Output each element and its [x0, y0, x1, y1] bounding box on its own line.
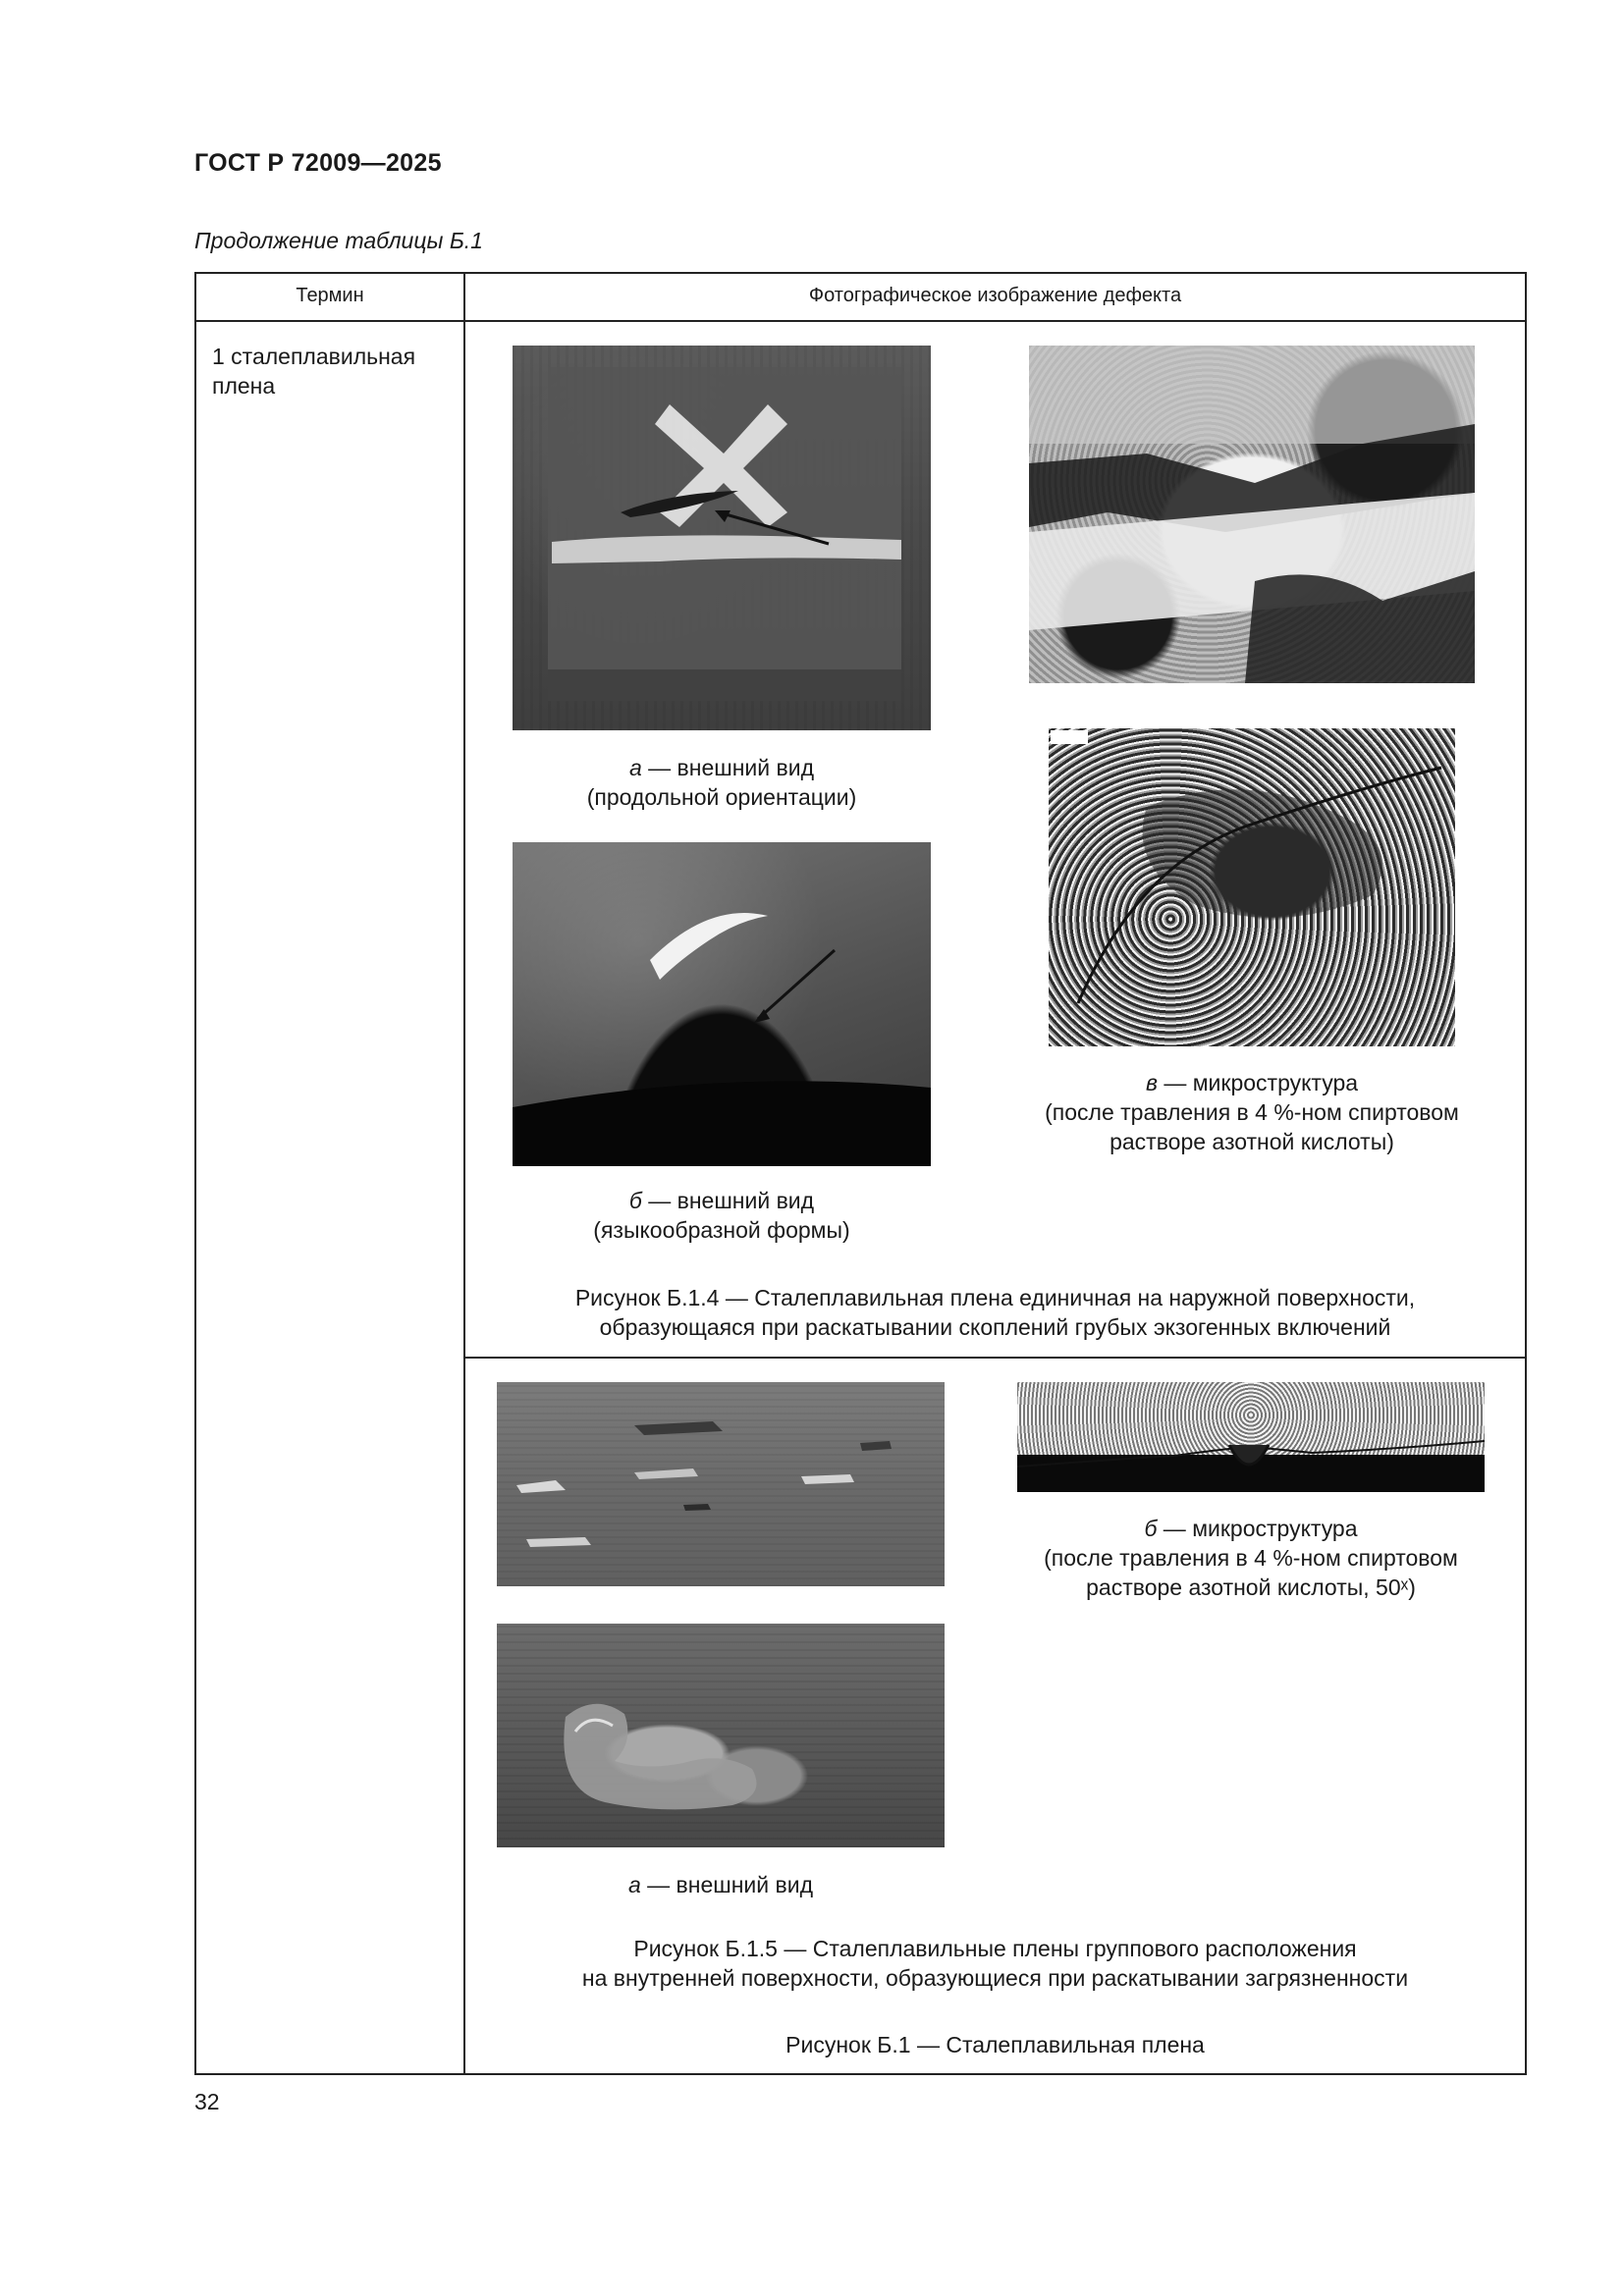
caption-b15-panel-b-microstructure — [998, 1514, 1504, 1602]
caption-panel-b-letter: б — [628, 1188, 642, 1213]
figure-b14-caption-line2: образующаяся при раскатывании скоплений грубых экзогенных включений — [599, 1314, 1391, 1340]
photo-internal-surface-closeup — [497, 1624, 945, 1847]
table-border-top — [194, 272, 1527, 274]
figure-b14-caption — [465, 1283, 1525, 1342]
term-line-1: 1 сталеплавильная — [212, 344, 416, 369]
caption-panel-a-line2: (продольной ориентации) — [586, 784, 857, 810]
photo-microstructure-etched-drawing — [1049, 728, 1455, 1046]
photo-microstructure-section — [1017, 1382, 1485, 1492]
figure-b15-caption — [465, 1934, 1525, 1993]
photo-microstructure-top — [1029, 346, 1475, 683]
figure-b14-caption-line1: Рисунок Б.1.4 — Сталеплавильная плена единичная на наружной поверхности, — [574, 1285, 1416, 1310]
table-border-bottom — [194, 2073, 1527, 2075]
figure-b1-caption: Рисунок Б.1 — Сталеплавильная плена — [785, 2032, 1205, 2057]
caption-b15-panel-b-line1: — микроструктура — [1157, 1516, 1358, 1541]
photo-microstructure-top-drawing — [1029, 346, 1475, 683]
caption-panel-b-line2: (языкообразной формы) — [593, 1217, 850, 1243]
table-border-left — [194, 272, 196, 2075]
table-continuation-caption: Продолжение таблицы Б.1 — [194, 228, 483, 253]
caption-panel-a-letter: а — [628, 755, 642, 780]
page-number: 32 — [194, 2089, 220, 2114]
document-title: ГОСТ Р 72009—2025 — [194, 149, 442, 177]
caption-panel-v-line3: растворе азотной кислоты) — [1110, 1129, 1394, 1154]
figure-b15-caption-line1: Рисунок Б.1.5 — Сталеплавильные плены группового расположения — [633, 1936, 1357, 1961]
photo-microstructure-etched — [1049, 728, 1455, 1046]
caption-panel-a-external-longitudinal — [513, 753, 931, 812]
photo-external-tongue — [513, 842, 931, 1166]
caption-b15-panel-a-external — [497, 1870, 945, 1899]
caption-panel-a-line1: — внешний вид — [641, 755, 814, 780]
figure-b15-caption-line2: на внутренней поверхности, образующиеся при раскатывании загрязненности — [581, 1965, 1409, 1991]
term-cell — [212, 342, 415, 400]
caption-b15-panel-b-letter: б — [1144, 1516, 1158, 1541]
photo-external-longitudinal — [513, 346, 931, 730]
caption-panel-b-external-tongue — [513, 1186, 931, 1245]
table-column-divider — [463, 272, 465, 2075]
photo-external-longitudinal-drawing — [513, 346, 931, 730]
caption-panel-b-line1: — внешний вид — [641, 1188, 815, 1213]
caption-b15-panel-b-line2: (после травления в 4 %-ном спиртовом — [1044, 1545, 1458, 1571]
photo-internal-surface-films — [497, 1382, 945, 1586]
term-line-2: плена — [212, 373, 276, 399]
caption-panel-v-line1: — микроструктура — [1157, 1070, 1359, 1095]
photo-external-tongue-drawing — [513, 842, 931, 1166]
table-row-divider — [463, 1357, 1527, 1359]
table-header-divider — [194, 320, 1527, 322]
column-header-photo: Фотографическое изображение дефекта — [808, 285, 1182, 306]
caption-panel-v-letter: в — [1145, 1070, 1158, 1095]
caption-panel-v-microstructure — [1000, 1068, 1504, 1156]
photo-internal-surface-films-drawing — [497, 1382, 945, 1586]
photo-microstructure-section-drawing — [1017, 1382, 1485, 1492]
photo-internal-surface-closeup-drawing — [497, 1624, 945, 1847]
caption-b15-panel-a-line1: — внешний вид — [640, 1872, 813, 1897]
caption-b15-panel-b-line3: растворе азотной кислоты, 50ˣ) — [1086, 1575, 1416, 1600]
column-header-term: Термин — [296, 285, 364, 306]
table-border-right — [1525, 272, 1527, 2075]
caption-b15-panel-a-letter: а — [627, 1872, 641, 1897]
caption-panel-v-line2: (после травления в 4 %-ном спиртовом — [1045, 1099, 1459, 1125]
